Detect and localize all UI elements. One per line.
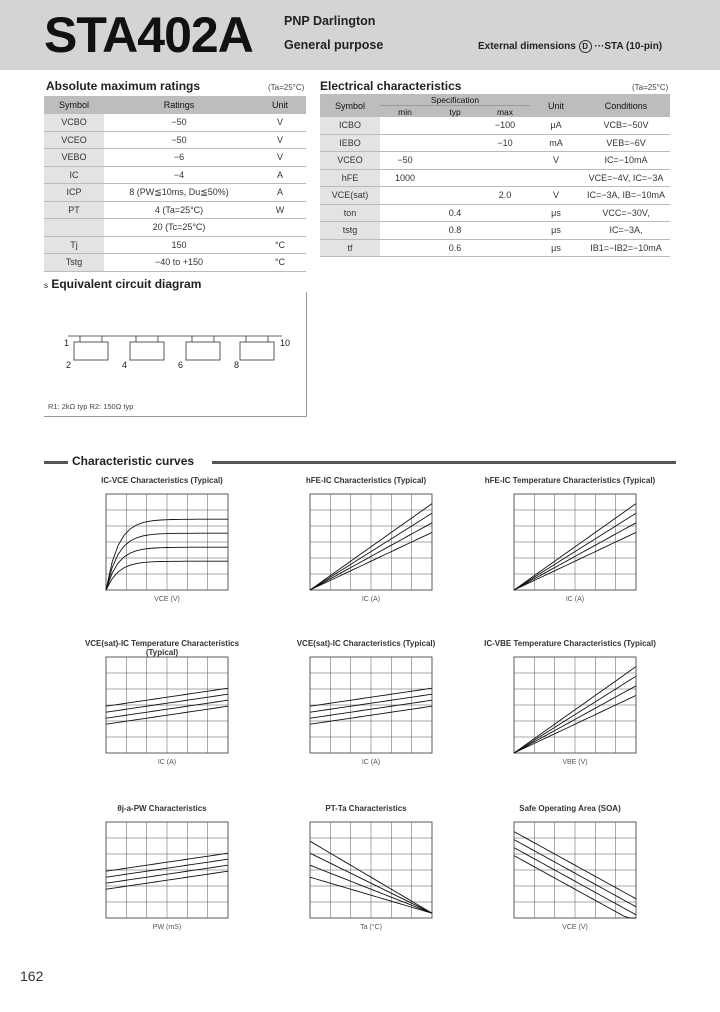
chart-title: PT-Ta Characteristics: [325, 804, 407, 813]
elec-conditions: VEB=−6V: [582, 134, 670, 152]
elec-symbol: tf: [320, 239, 380, 257]
elec-min: 1000: [380, 169, 430, 187]
elec-typ: [430, 152, 480, 170]
circuit-bullet: s: [44, 281, 48, 290]
elec-max: [480, 239, 530, 257]
elec-max: −100: [480, 117, 530, 134]
chart-xlabel: VCE (V): [562, 924, 588, 931]
abs-table: [44, 96, 306, 272]
elec-symbol: hFE: [320, 169, 380, 187]
darlington-stage-1: [74, 336, 108, 360]
abs-symbol: Tstg: [44, 254, 104, 272]
abs-rating: −40 to +150: [104, 254, 254, 272]
circuit-title: [44, 277, 201, 291]
chart-soa: [500, 804, 640, 936]
abs-symbol: [44, 219, 104, 237]
chart-title: IC-VCE Characteristics (Typical): [101, 476, 223, 485]
chart-plot: [306, 820, 436, 924]
chart-plot: [306, 655, 436, 759]
external-label: External dimensions: [478, 41, 576, 52]
abs-rating: −50: [104, 114, 254, 131]
chart-xlabel: VCE (V): [154, 596, 180, 603]
abs-row: [44, 236, 306, 254]
subtitle-type: PNP Darlington: [284, 14, 376, 28]
chart-hfe-ic-temp: [484, 476, 656, 608]
elec-cond: (Ta=25°C): [632, 83, 669, 92]
chart-xlabel: IC (A): [361, 759, 381, 766]
darlington-stage-2: [130, 336, 164, 360]
abs-unit: °C: [254, 254, 306, 272]
abs-rating: −4: [104, 166, 254, 184]
elec-row: [320, 204, 670, 222]
abs-row: [44, 114, 306, 131]
abs-symbol: PT: [44, 201, 104, 219]
elec-h-min: min: [380, 106, 430, 118]
chart-theta-pw: [92, 804, 232, 936]
abs-rating: −50: [104, 131, 254, 149]
circuit-title-text: Equivalent circuit diagram: [51, 277, 202, 291]
abs-unit: W: [254, 201, 306, 219]
chart-vcesat-ic-temp: [84, 639, 240, 771]
abs-unit: V: [254, 114, 306, 131]
abs-row: [44, 131, 306, 149]
chart-title: Safe Operating Area (SOA): [519, 804, 621, 813]
abs-rating: −6: [104, 149, 254, 167]
chart-plot: [510, 820, 640, 924]
elec-unit: μA: [530, 117, 582, 134]
elec-conditions: VCB=−50V: [582, 117, 670, 134]
pin-4: 4: [122, 360, 128, 370]
elec-typ: 0.6: [430, 239, 480, 257]
pin-6: 6: [178, 360, 184, 370]
elec-h-max: max: [480, 106, 530, 118]
chart-hfe-ic: [296, 476, 436, 608]
elec-row: [320, 152, 670, 170]
pin-10: 10: [280, 338, 291, 348]
abs-rating: 20 (Tc=25°C): [104, 219, 254, 237]
chart-xlabel: IC (A): [565, 596, 585, 603]
elec-symbol: VCEO: [320, 152, 380, 170]
elec-min: −50: [380, 152, 430, 170]
chart-ic-vbe-temp: [484, 639, 656, 771]
elec-unit: V: [530, 152, 582, 170]
circuit-note: R1: 2kΩ typ R2: 150Ω typ: [48, 402, 134, 411]
elec-row: [320, 117, 670, 134]
elec-table: [320, 94, 670, 257]
elec-typ: [430, 187, 480, 205]
elec-row: [320, 222, 670, 240]
elec-unit: mA: [530, 134, 582, 152]
chart-plot: [102, 492, 232, 596]
chart-plot: [102, 820, 232, 924]
abs-row: [44, 201, 306, 219]
elec-title: Electrical characteristics: [320, 79, 462, 93]
elec-row: [320, 134, 670, 152]
abs-unit: [254, 219, 306, 237]
pin-1: 1: [64, 338, 70, 348]
chart-plot: [510, 655, 640, 759]
elec-min: [380, 222, 430, 240]
elec-symbol: ton: [320, 204, 380, 222]
elec-row: [320, 239, 670, 257]
package-label: ···STA (10-pin): [594, 41, 663, 52]
elec-h-spec: Specification: [380, 94, 530, 106]
elec-min: [380, 239, 430, 257]
chart-title: VCE(sat)-IC Temperature Characteristics (Typical): [84, 639, 240, 657]
elec-unit: V: [530, 187, 582, 205]
circuit-diagram: [44, 292, 307, 417]
elec-unit: μs: [530, 204, 582, 222]
elec-min: [380, 117, 430, 134]
elec-conditions: VCE=−4V, IC=−3A: [582, 169, 670, 187]
chart-vcesat-ic: [296, 639, 436, 771]
elec-conditions: IB1=−IB2=−10mA: [582, 239, 670, 257]
chart-plot: [102, 655, 232, 759]
abs-rating: 4 (Ta=25°C): [104, 201, 254, 219]
elec-symbol: ICBO: [320, 117, 380, 134]
darlington-stage-4: [240, 336, 274, 360]
elec-min: [380, 134, 430, 152]
abs-row: [44, 166, 306, 184]
elec-symbol: VCE(sat): [320, 187, 380, 205]
chart-title: VCE(sat)-IC Characteristics (Typical): [296, 639, 436, 648]
chart-title: hFE-IC Characteristics (Typical): [305, 476, 427, 485]
elec-conditions: VCC=−30V,: [582, 204, 670, 222]
elec-h-conditions: Conditions: [582, 94, 670, 117]
elec-typ: [430, 117, 480, 134]
abs-h-unit: Unit: [254, 96, 306, 114]
abs-cond: (Ta=25°C): [268, 83, 305, 92]
chart-pt-ta: [296, 804, 436, 936]
abs-symbol: IC: [44, 166, 104, 184]
elec-h-typ: typ: [430, 106, 480, 118]
chart-plot: [306, 492, 436, 596]
abs-title: Absolute maximum ratings: [46, 79, 201, 93]
abs-row: [44, 149, 306, 167]
chart-ic-vce: [92, 476, 232, 608]
elec-unit: μs: [530, 222, 582, 240]
curves-bar-left: [44, 461, 68, 464]
abs-unit: V: [254, 149, 306, 167]
elec-max: 2.0: [480, 187, 530, 205]
elec-typ: [430, 134, 480, 152]
elec-max: [480, 169, 530, 187]
elec-max: [480, 222, 530, 240]
subtitle-purpose: General purpose: [284, 38, 384, 52]
chart-xlabel: IC (A): [157, 759, 177, 766]
abs-rating: 150: [104, 236, 254, 254]
pin-8: 8: [234, 360, 240, 370]
chart-plot: [510, 492, 640, 596]
elec-typ: [430, 169, 480, 187]
elec-min: [380, 187, 430, 205]
abs-unit: A: [254, 184, 306, 202]
external-dimensions: [478, 40, 662, 53]
elec-max: [480, 152, 530, 170]
elec-conditions: IC=−10mA: [582, 152, 670, 170]
abs-unit: °C: [254, 236, 306, 254]
abs-symbol: VCBO: [44, 114, 104, 131]
curves-title: Characteristic curves: [72, 454, 195, 468]
part-number: STA402A: [44, 7, 253, 63]
chart-xlabel: Ta (°C): [360, 924, 382, 931]
elec-h-symbol: Symbol: [320, 94, 380, 117]
elec-typ: 0.8: [430, 222, 480, 240]
chart-title: IC-VBE Temperature Characteristics (Typical): [484, 639, 656, 648]
elec-unit: [530, 169, 582, 187]
elec-max: [480, 204, 530, 222]
abs-h-symbol: Symbol: [44, 96, 104, 114]
elec-typ: 0.4: [430, 204, 480, 222]
abs-row: [44, 184, 306, 202]
abs-h-ratings: Ratings: [104, 96, 254, 114]
circuit-drawing: [44, 292, 306, 416]
curves-bar-right: [212, 461, 676, 464]
elec-conditions: IC=−3A, IB=−10mA: [582, 187, 670, 205]
abs-unit: V: [254, 131, 306, 149]
pin-2: 2: [66, 360, 72, 370]
chart-title: θj-a-PW Characteristics: [117, 804, 207, 813]
abs-symbol: VEBO: [44, 149, 104, 167]
elec-symbol: IEBO: [320, 134, 380, 152]
chart-xlabel: PW (mS): [152, 924, 182, 931]
page-number: 162: [20, 968, 44, 984]
elec-unit: μs: [530, 239, 582, 257]
abs-symbol: ICP: [44, 184, 104, 202]
abs-unit: A: [254, 166, 306, 184]
chart-xlabel: VBE (V): [562, 759, 588, 766]
elec-min: [380, 204, 430, 222]
elec-conditions: IC=−3A,: [582, 222, 670, 240]
chart-title: hFE-IC Temperature Characteristics (Typical): [484, 476, 656, 485]
abs-symbol: VCEO: [44, 131, 104, 149]
abs-symbol: Tj: [44, 236, 104, 254]
elec-row: [320, 169, 670, 187]
elec-symbol: tstg: [320, 222, 380, 240]
elec-row: [320, 187, 670, 205]
abs-row: [44, 254, 306, 272]
chart-xlabel: IC (A): [361, 596, 381, 603]
abs-rating: 8 (PW≦10ms, Du≦50%): [104, 184, 254, 202]
elec-h-unit: Unit: [530, 94, 582, 117]
abs-row: [44, 219, 306, 237]
package-ref: D: [579, 40, 592, 53]
elec-max: −10: [480, 134, 530, 152]
darlington-stage-3: [186, 336, 220, 360]
